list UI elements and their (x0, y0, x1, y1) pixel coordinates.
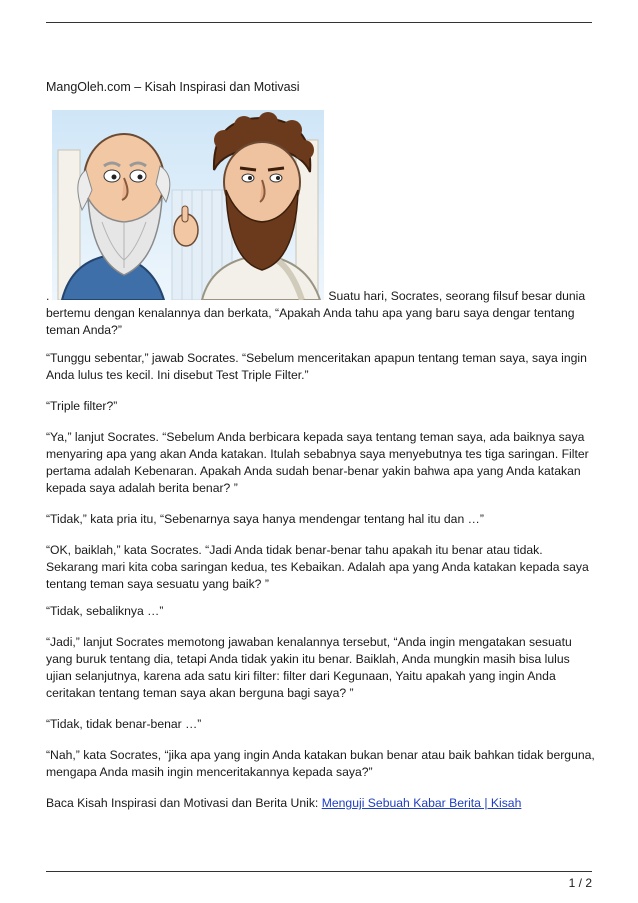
paragraph-3: “Triple filter?” (46, 399, 118, 413)
page-number: 1 / 2 (568, 876, 592, 890)
paragraph-5: “Tidak,” kata pria itu, “Sebenarnya saya hanya mendengar tentang hal itu dan …” (46, 512, 484, 526)
paragraph-1 (46, 288, 598, 339)
paragraph-1-text: Suatu hari, Socrates, seorang filsuf besar dunia bertemu dengan kenalannya dan berkata, “Apakah Anda tahu apa yang baru saya dengar tentang teman Anda?” (46, 289, 586, 337)
paragraph-7: “Tidak, sebaliknya …” (46, 604, 164, 618)
header-rule (46, 22, 592, 23)
paragraph-4: “Ya,” lanjut Socrates. “Sebelum Anda berbicara kepada saya tentang teman saya, ada baiknya saya menyaring apa yang akan Anda katakan. Itulah sebabnya saya menyebutnya tes tiga saringan. Filter pertama adalah Kebenaran. Apakah Anda sudah benar-benar yakin bahwa apa yang Anda katakan kepada saya adalah berita benar? ” (46, 430, 589, 495)
paragraph-2: “Tunggu sebentar,” jawab Socrates. “Sebelum menceritakan apapun tentang teman saya, saya ingin Anda lulus tes kecil. Ini disebut Test Triple Filter.” (46, 351, 587, 382)
paragraph-11 (46, 795, 598, 812)
paragraph-6: “OK, baiklah,” kata Socrates. “Jadi Anda tidak benar-benar tahu apakah itu benar atau tidak. Sekarang mari kita coba saringan kedua, tes Kebaikan. Adalah apa yang Anda katakan kepada saya tentang teman saya sesuatu yang baik? ” (46, 543, 589, 591)
site-title: MangOleh.com – Kisah Inspirasi dan Motivasi (46, 80, 300, 94)
socrates-illustration (52, 110, 324, 300)
read-more-prefix: Baca Kisah Inspirasi dan Motivasi dan Berita Unik: (46, 796, 322, 810)
paragraph-9: “Tidak, tidak benar-benar …” (46, 717, 202, 731)
image-lead-char: . (46, 289, 50, 303)
footer-rule (46, 871, 592, 872)
paragraph-8: “Jadi,” lanjut Socrates memotong jawaban kenalannya tersebut, “Anda ingin mengatakan sesuatu yang buruk tentang dia, tetapi Anda tidak yakin itu benar. Baiklah, Anda mungkin masih bisa lulus ujian selanjutnya, karena ada satu kiri filter: filter dari Kegunaan, Yaitu apakah yang ingin Anda ceritakan tentang teman saya akan berguna bagi saya? ” (46, 635, 572, 700)
paragraph-10: “Nah,” kata Socrates, “jika apa yang ingin Anda katakan bukan benar atau baik bahkan tidak berguna, mengapa Anda masih ingin menceritakannya kepada saya?” (46, 748, 595, 779)
story-link[interactable]: Menguji Sebuah Kabar Berita | Kisah (321, 796, 522, 810)
